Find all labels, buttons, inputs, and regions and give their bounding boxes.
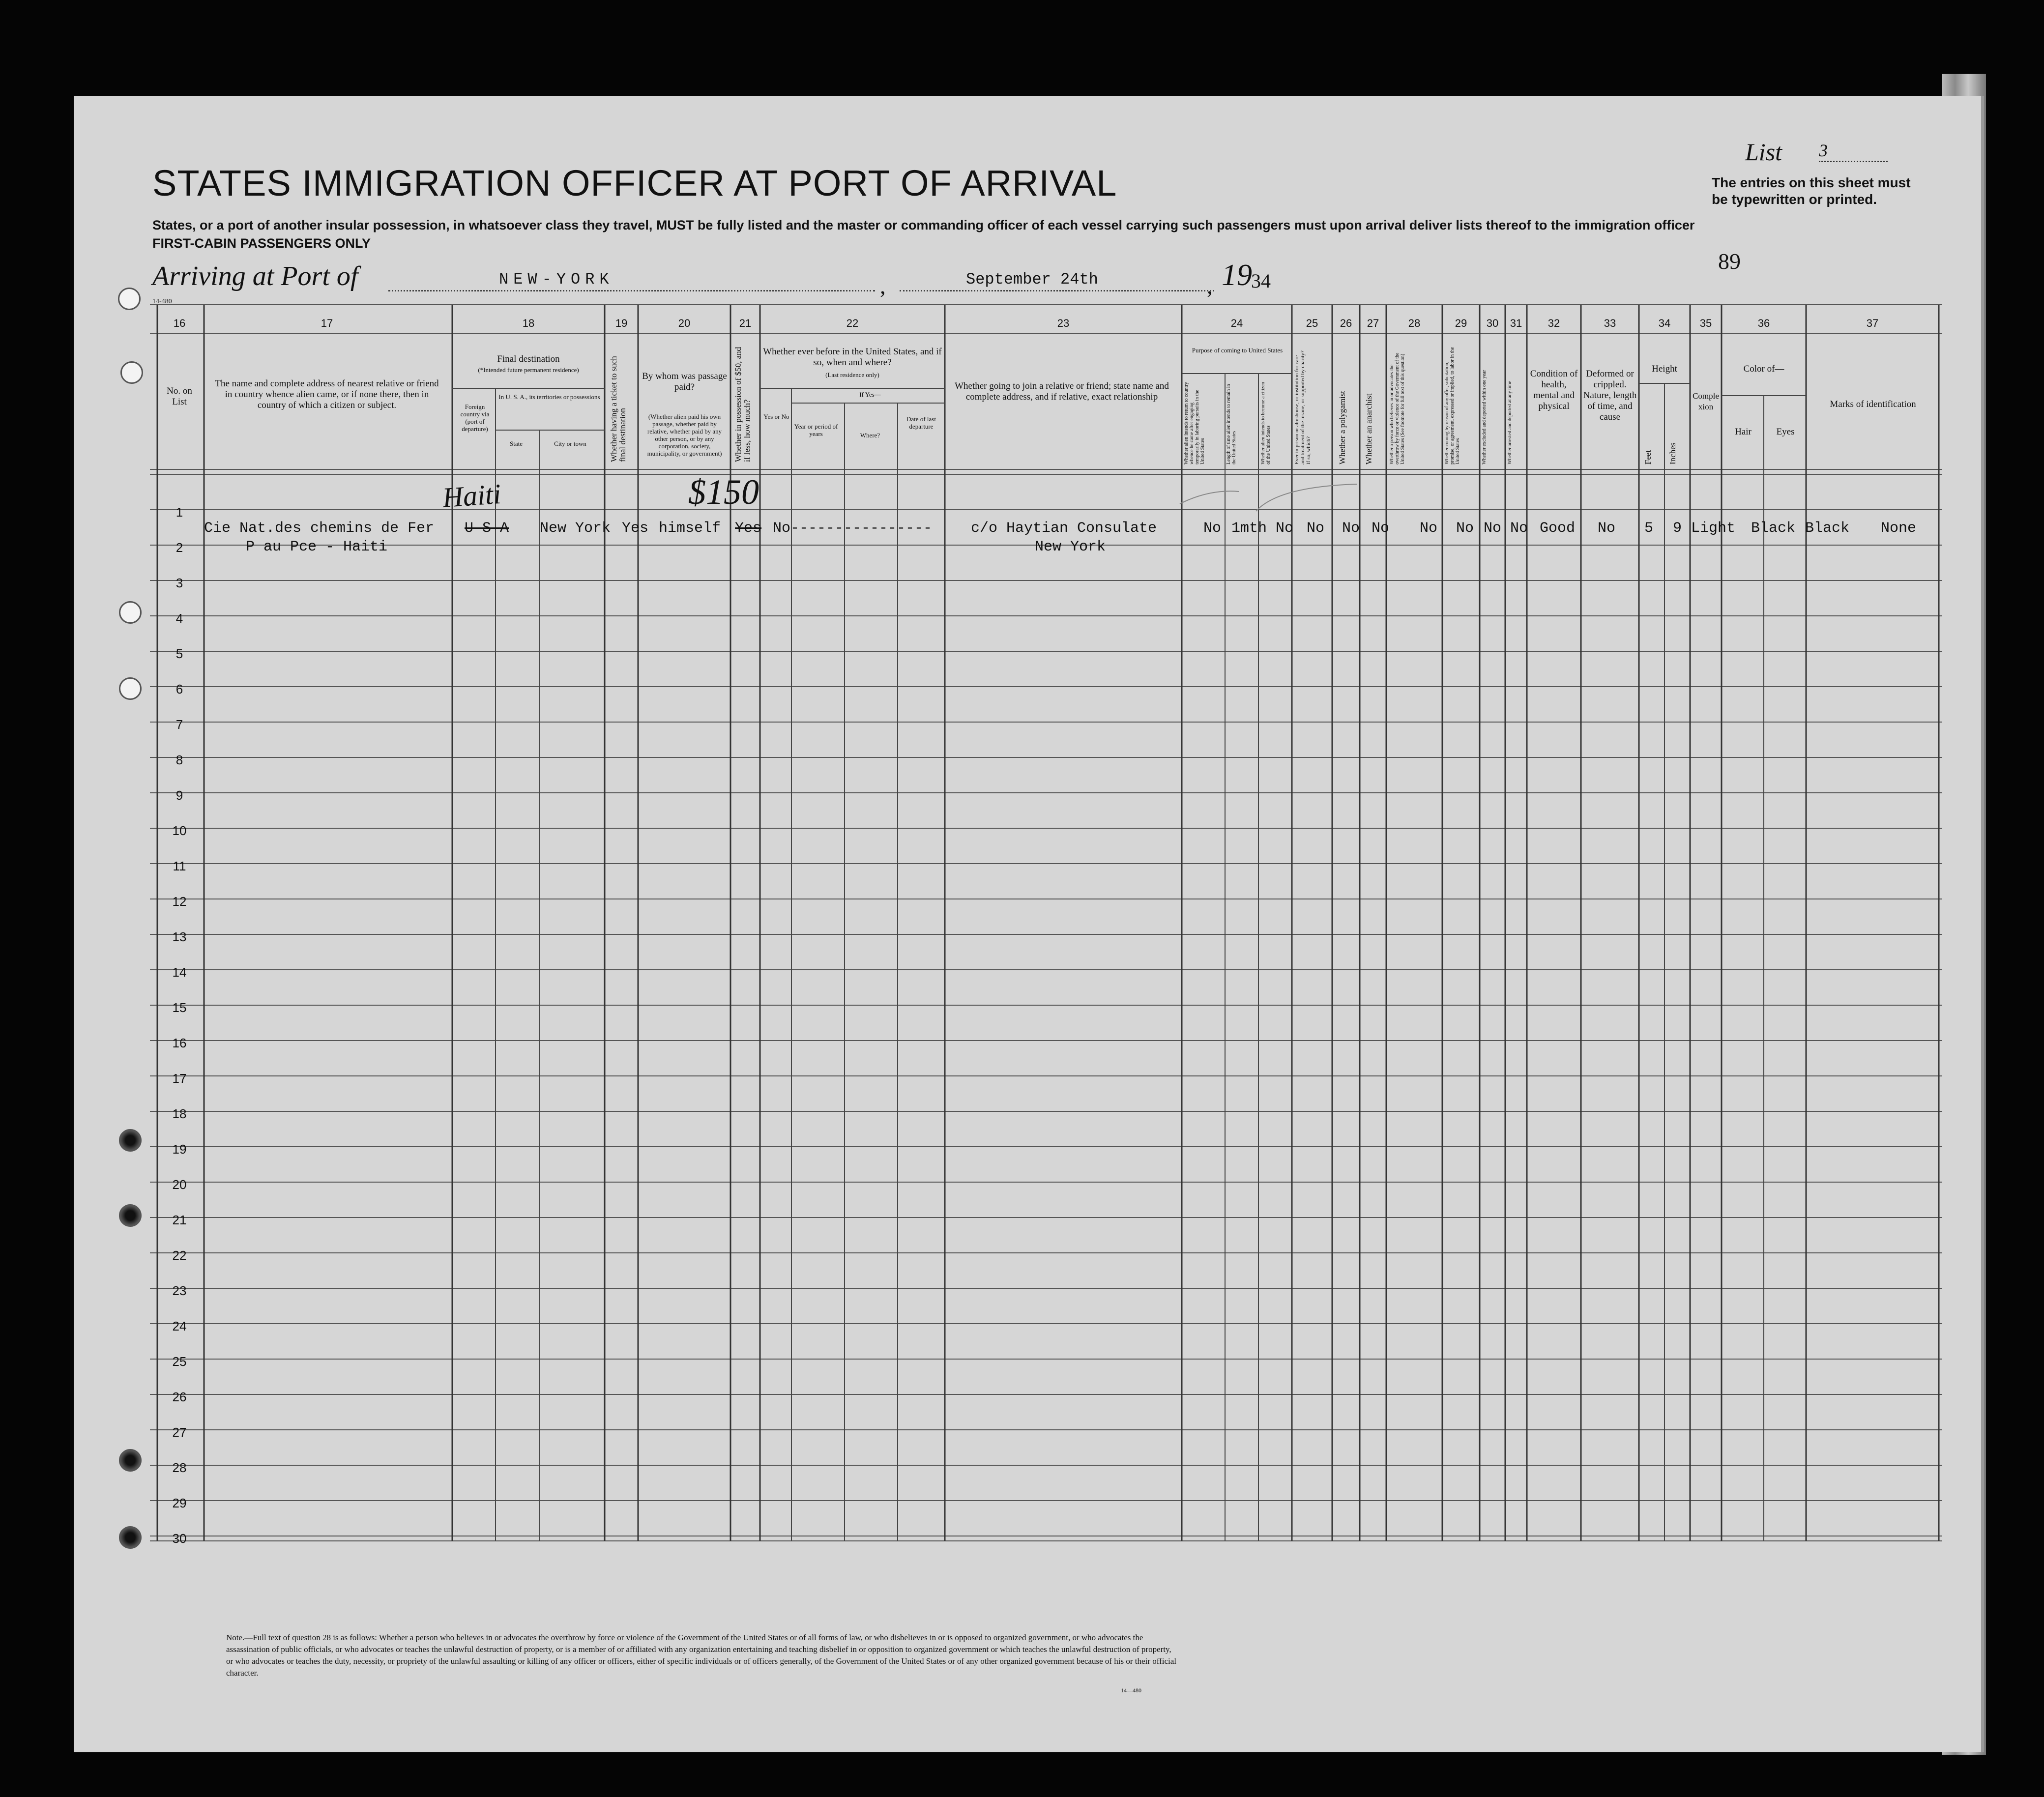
row-number: 11	[173, 859, 186, 873]
column-number: 33	[1604, 317, 1616, 329]
header-passage-paid: By whom was passage paid?	[642, 371, 727, 392]
row-number: 2	[175, 540, 183, 555]
comma: ,	[880, 273, 886, 298]
entry-before-in-us: No----------------	[773, 520, 933, 537]
form-title: STATES IMMIGRATION OFFICER AT PORT OF ARRIVAL	[152, 163, 1117, 203]
entry-length-of-stay: 1mth	[1231, 520, 1267, 537]
entry-question-31: No	[1510, 520, 1528, 537]
form-code: 14-480	[152, 298, 172, 305]
header-state: State	[510, 440, 523, 447]
header-inches: Inches	[1668, 442, 1677, 464]
row-number: 27	[172, 1425, 187, 1440]
header-yes-no: Yes or No	[763, 413, 789, 420]
footnote-form-code: 14—480	[1121, 1687, 1141, 1694]
header-passage-note: (Whether alien paid his own passage, whether paid by relative, whether paid by any other person, or by any corporation, society, municipality, or government)	[647, 413, 722, 457]
column-number: 21	[739, 317, 752, 329]
column-number: 35	[1699, 317, 1712, 329]
header-deformed: Deformed or crippled. Nature, length of time, and cause	[1583, 369, 1637, 422]
column-number: 22	[846, 317, 859, 329]
row-number: 19	[172, 1142, 187, 1157]
header-year-period: Year or period of years	[794, 423, 838, 437]
entry-city: New York	[540, 520, 611, 537]
row-number: 18	[172, 1106, 187, 1121]
instructions-line: The entries on this sheet must	[1712, 175, 1911, 190]
header-height: Height	[1652, 364, 1677, 374]
header-last-residence: (Last residence only)	[825, 371, 879, 378]
column-number: 17	[321, 317, 333, 329]
row-number: 29	[172, 1496, 187, 1510]
row-number: 9	[175, 788, 183, 803]
header-color: Color of—	[1743, 364, 1784, 374]
header-become-citizen: Whether alien intends to become a citizen of the United States	[1260, 382, 1271, 464]
entry-relative-line1: Cie Nat.des chemins de Fer	[204, 520, 435, 537]
entry-purpose-return: No	[1203, 520, 1222, 537]
column-number: 19	[615, 317, 628, 329]
header-marks: Marks of identification	[1830, 399, 1916, 409]
header-question-31: Whether arrested and deported at any time	[1507, 381, 1513, 464]
column-number: 20	[678, 317, 691, 329]
header-ticket: Whether having a ticket to such final destination	[609, 356, 627, 462]
row-number: 17	[172, 1071, 187, 1086]
row-number: 26	[172, 1390, 187, 1404]
header-going-to-join: Whether going to join a relative or friend; state name and complete address, and if relative, exact relationship	[955, 381, 1169, 402]
row-number: 5	[175, 646, 183, 661]
row-number: 6	[175, 682, 183, 696]
header-polygamist: Whether a polygamist	[1338, 390, 1347, 464]
header-foreign-country: Foreign country via (port of departure)	[460, 403, 490, 433]
header-nearest-relative: The name and complete address of nearest relative or friend in country whence alien came, or if none there, then in country of which a citizen or subject.	[215, 378, 439, 410]
column-number: 23	[1057, 317, 1070, 329]
row-number: 23	[172, 1283, 187, 1298]
column-number: 34	[1658, 317, 1671, 329]
pen-stroke	[1256, 484, 1357, 511]
year-suffix: 34	[1251, 270, 1271, 292]
header-in-usa: In U. S. A., its territories or possessions	[498, 393, 600, 401]
header-final-destination-note: (*Intended future permanent residence)	[478, 366, 579, 374]
entry-state: U S A	[465, 520, 509, 537]
row-number: 4	[175, 611, 183, 626]
row-number: 14	[172, 965, 187, 980]
header-hair: Hair	[1735, 427, 1752, 437]
entry-handwritten-country: Haiti	[441, 477, 502, 514]
page-number: 89	[1718, 249, 1741, 274]
comma: ,	[1207, 273, 1213, 298]
entry-polygamist: No	[1342, 520, 1360, 537]
entry-money: Yes	[735, 520, 762, 537]
row-number: 16	[172, 1036, 187, 1050]
entry-question-29: No	[1456, 520, 1474, 537]
header-purpose: Purpose of coming to United States	[1192, 347, 1283, 354]
header-complexion: Complexion	[1693, 391, 1719, 411]
entry-become-citizen: No	[1276, 520, 1294, 537]
column-number: 29	[1455, 317, 1467, 329]
row-number: 28	[172, 1460, 187, 1475]
year-prefix: 19	[1222, 259, 1252, 292]
entry-health: Good	[1540, 520, 1576, 537]
header-if-yes: If Yes—	[859, 391, 881, 398]
cabin-class-label: FIRST-CABIN PASSENGERS ONLY	[152, 236, 371, 251]
date-value: September 24th	[966, 270, 1098, 289]
entry-joining-line1: c/o Haytian Consulate	[971, 520, 1157, 537]
entry-inches: 9	[1673, 520, 1682, 537]
entry-feet: 5	[1644, 520, 1654, 537]
entry-complexion: Light	[1691, 520, 1736, 537]
column-number: 27	[1367, 317, 1379, 329]
column-number: 28	[1408, 317, 1421, 329]
list-number: 3	[1819, 140, 1888, 162]
column-number: 30	[1486, 317, 1499, 329]
column-number: 37	[1866, 317, 1879, 329]
header-eyes: Eyes	[1776, 427, 1795, 437]
row-number: 22	[172, 1248, 187, 1263]
column-number: 36	[1757, 317, 1770, 329]
column-number: 16	[173, 317, 186, 329]
header-final-destination: Final destination	[497, 354, 560, 364]
header-anarchist: Whether an anarchist	[1364, 393, 1373, 464]
subtitle-line: States, or a port of another insular possession, in whatsoever class they travel, MUST be fully listed and the master or commanding officer of each vessel carrying such passengers must upon arrival deliver lists thereof to the immigration officer	[152, 218, 1695, 232]
header-question-30: Whether excluded and deported within one year	[1482, 370, 1487, 464]
row-number: 7	[175, 717, 183, 732]
entry-ticket: Yes	[622, 520, 649, 537]
entry-anarchist: No	[1372, 520, 1390, 537]
row-number: 30	[172, 1531, 187, 1546]
row-number: 3	[175, 576, 183, 590]
header-feet: Feet	[1643, 450, 1653, 464]
entry-question-30: No	[1484, 520, 1502, 537]
column-number: 18	[522, 317, 535, 329]
header-prison: Ever in prison or almshouse, or institution for care and treatment of the insane, or supported by charity? If so, which?	[1294, 350, 1312, 464]
entry-prison: No	[1307, 520, 1325, 537]
row-number: 12	[172, 894, 187, 909]
header-purpose-return: Whether alien intends to return to country whence he came after engaging temporarily in laboring pursuits in the United States	[1184, 382, 1205, 464]
header-before-in-us: Whether ever before in the United States, and if so, when and where?	[763, 347, 942, 368]
row-number: 15	[172, 1000, 187, 1015]
row-number: 1	[175, 505, 183, 520]
row-number: 25	[172, 1354, 187, 1369]
row-number: 21	[172, 1213, 187, 1227]
entry-marks: None	[1881, 520, 1917, 537]
column-number: 24	[1230, 317, 1243, 329]
header-health: Condition of health, mental and physical	[1530, 369, 1578, 411]
footnote: Note.—Full text of question 28 is as follows: Whether a person who believes in or advocates the overthrow by force or violence of the Government of the United States or of all forms of law, or who disbelieves in or is opposed to organized government, or who advocates the assassination of public officials, or who advocates or teaches the unlawful destruction of property, or is a member of or affiliated with any organization entertaining and teaching disbelief in or opposition to organized government or which teaches the unlawful destruction of property, or who advocates or teaches the duty, necessity, or propriety of the unlawful assaulting or killing of any officer or officers, either of specific individuals or of officers generally, of the Government of the United States or of any other organized government because of his or their official character.	[226, 1633, 1176, 1678]
entry-question-28: No	[1420, 520, 1438, 537]
column-number: 31	[1510, 317, 1522, 329]
row-number: 10	[172, 823, 187, 838]
instructions-line: be typewritten or printed.	[1712, 192, 1877, 207]
header-length-of-stay: Length of time alien intends to remain in the United States	[1226, 384, 1237, 464]
row-number: 20	[172, 1177, 187, 1192]
header-question-29: Whether coming by reason of any offer, solicitation, promise, or agreement, expressed or implied, to labor in the United States	[1444, 347, 1460, 464]
entry-joining-line2: New York	[1035, 539, 1106, 555]
column-number: 32	[1548, 317, 1560, 329]
row-number: 8	[175, 753, 183, 767]
header-where: Where?	[860, 432, 880, 439]
arriving-label: Arriving at Port of	[152, 261, 358, 291]
entry-eyes: Black	[1805, 520, 1850, 537]
header-money: Whether in possession of $50, and if less, how much?	[733, 347, 752, 462]
header-no-on-list: No. on List	[167, 386, 192, 407]
list-label: List	[1745, 138, 1782, 166]
entry-paid-by: himself	[659, 520, 721, 537]
header-city: City or town	[554, 440, 586, 447]
header-question-28: Whether a person who believes in or advocates the overthrow by force or violence of the Government of the United States (See footnote for full text of this question)	[1389, 352, 1405, 464]
entry-handwritten-amount: $150	[688, 472, 759, 512]
row-number: 13	[172, 929, 187, 944]
column-number: 26	[1340, 317, 1352, 329]
header-date-departure: Date of last departure	[906, 415, 936, 430]
entry-deformed: No	[1598, 520, 1616, 537]
row-number: 24	[172, 1319, 187, 1333]
pen-stroke	[1180, 491, 1239, 504]
column-number: 25	[1306, 317, 1318, 329]
port-value: NEW-YORK	[499, 270, 614, 289]
entry-hair: Black	[1751, 520, 1796, 537]
entry-relative-line2: P au Pce - Haiti	[246, 539, 388, 555]
